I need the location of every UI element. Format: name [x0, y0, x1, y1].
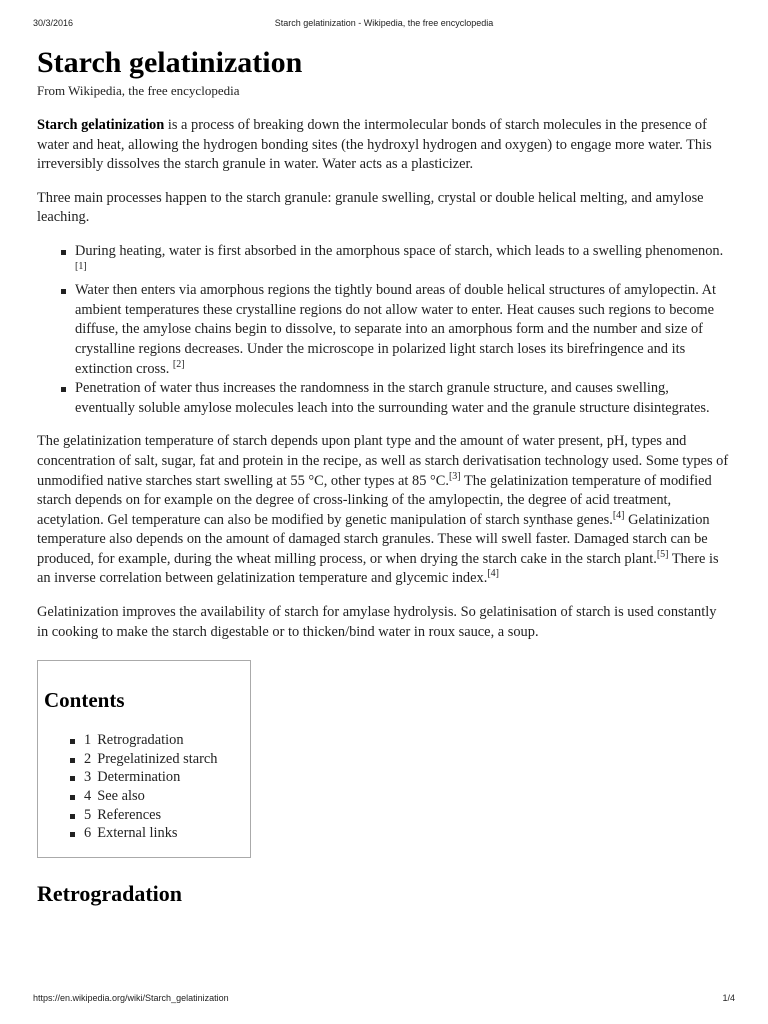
- toc-label: References: [97, 806, 162, 823]
- availability-paragraph: Gelatinization improves the availability of starch for amylase hydrolysis. So gelatinisation of starch is used constantly in cooking to make the starch digestable or to thicken/bind water in roux sauce, a soup.: [37, 604, 717, 640]
- list-item: [75, 281, 731, 379]
- intro-text: is a process of breaking down the intermolecular bonds of starch molecules in the presence of water and heat, allowing the hydrogen bonding sites (the hydroxyl hydrogen and oxygen) to engage more water. This irreversibly dissolves the starch granule in water. Water acts as a plasticizer.: [37, 117, 712, 173]
- reference-link[interactable]: [4]: [487, 568, 499, 580]
- toc-number: 6: [84, 825, 92, 842]
- toc-label: External links: [97, 825, 178, 842]
- toc-number: 1: [84, 732, 92, 749]
- page-url: https://en.wikipedia.org/wiki/Starch_gelatinization: [33, 993, 229, 1003]
- print-header: [33, 18, 735, 30]
- bullet-text: Penetration of water thus increases the randomness in the starch granule structure, and causes swelling, eventually soluble amylose molecules leach into the surrounding water and the granule structure disintegrates.: [75, 380, 710, 416]
- reference-link[interactable]: [2]: [172, 358, 185, 370]
- toc-label: Retrogradation: [97, 732, 184, 749]
- temperature-text: There is an inverse correlation between gelatinization temperature and glycemic index.: [37, 550, 719, 587]
- temperature-paragraph: [37, 432, 731, 589]
- print-page-title: Starch gelatinization - Wikipedia, the free encyclopedia: [274, 18, 494, 28]
- temperature-text: The gelatinization temperature of starch depends upon plant type and the amount of water present, pH, types and concentration of salt, sugar, fat and protein in the recipe, as well as starch derivatisation technology used. Some types of unmodified native starches start swelling at 55 °C, other types at 85 °C.: [37, 433, 729, 489]
- bullet-text: During heating, water is first absorbed in the amorphous space of starch, which leads to a swelling phenomenon.: [75, 242, 724, 259]
- toc-number: 3: [84, 769, 92, 786]
- bullet-text: Water then enters via amorphous regions the tightly bound areas of double helical structures of amylopectin. At ambient temperatures these crystalline regions do not allow water to enter. Heat causes such regions to become diffuse, the amylose chains begin to dissolve, to separate into an amorphous form and the number and size of crystalline regions decreases. Under the microscope in polarized light starch loses its birefringence and its extinction cross.: [75, 282, 717, 377]
- toc-label: See also: [97, 788, 145, 805]
- reference-link[interactable]: [5]: [656, 549, 669, 561]
- print-date: 30/3/2016: [33, 18, 74, 28]
- toc-item-determination[interactable]: [84, 768, 244, 787]
- toc-title: Contents: [44, 688, 125, 713]
- reference-link[interactable]: [1]: [75, 260, 87, 272]
- toc-item-see-also[interactable]: [84, 787, 244, 806]
- toc-number: 5: [84, 806, 92, 823]
- site-tagline: From Wikipedia, the free encyclopedia: [37, 83, 240, 98]
- toc-item-pregelatinized-starch[interactable]: [84, 750, 244, 769]
- toc-number: 4: [84, 788, 92, 805]
- toc-number: 2: [84, 750, 92, 767]
- toc-list: [44, 731, 244, 843]
- toc-label: Pregelatinized starch: [97, 750, 218, 767]
- table-of-contents: [37, 660, 251, 858]
- toc-item-external-links[interactable]: [84, 824, 244, 843]
- section-heading-retrogradation: Retrogradation: [37, 880, 183, 906]
- intro-paragraph: [37, 116, 731, 175]
- temperature-text: The gelatinization temperature of modified starch depends on for example on the degree of cross-linking of the amylopectin, the degree of acid treatment, acetylation. Gel temperature can also be modified by genetic manipulation of starch synthase genes.: [37, 472, 712, 528]
- list-item: [75, 242, 731, 281]
- toc-item-references[interactable]: [84, 806, 244, 825]
- process-bullet-list: [37, 242, 731, 418]
- page-number: 1/4: [722, 993, 735, 1003]
- intro-bold-term: Starch gelatinization: [37, 117, 165, 133]
- processes-intro-paragraph: Three main processes happen to the starch granule: granule swelling, crystal or double helical melting, and amylose leaching.: [37, 189, 704, 226]
- page-title: Starch gelatinization: [37, 46, 303, 79]
- toc-label: Determination: [97, 769, 181, 786]
- list-item: [75, 379, 731, 418]
- reference-link[interactable]: [4]: [612, 509, 625, 521]
- toc-item-retrogradation[interactable]: [84, 731, 244, 750]
- reference-link[interactable]: [3]: [448, 470, 461, 482]
- print-footer: [33, 993, 735, 1005]
- temperature-text: Gelatinization temperature also depends on the amount of damaged starch granules. These will swell faster. Damaged starch can be produced, for example, during the wheat milling process, or when drying the starch cake in the starch plant.: [37, 511, 710, 567]
- article-content: [37, 44, 731, 908]
